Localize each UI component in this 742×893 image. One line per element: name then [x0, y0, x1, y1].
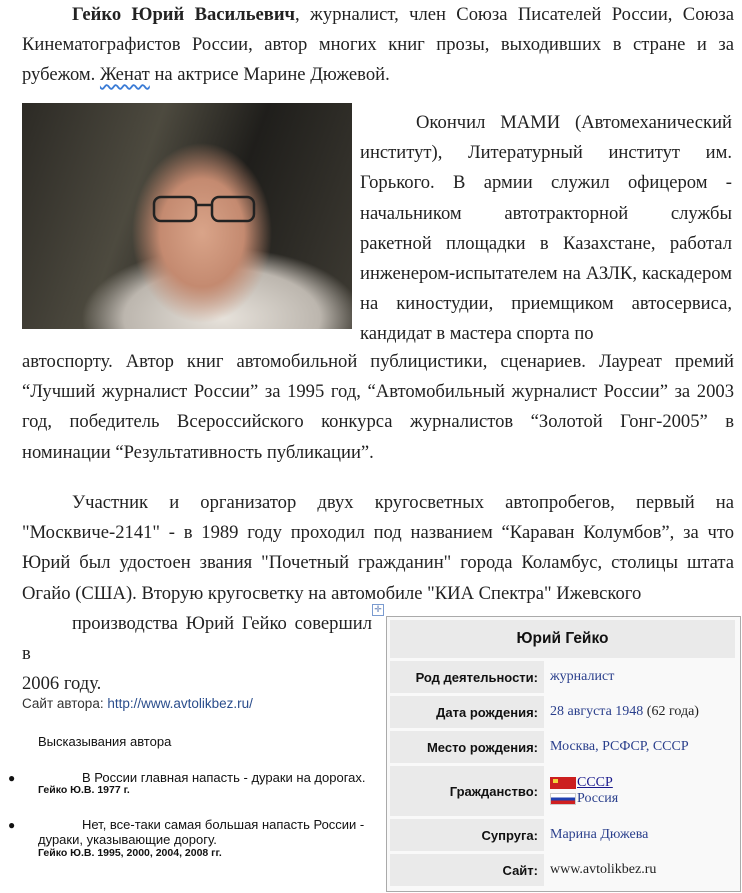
infobox-value-link[interactable]: Марина Дюжева — [550, 827, 649, 842]
quote-author: Гейко Ю.В. 1995, 2000, 2004, 2008 гг. — [38, 847, 222, 859]
infobox-row-spouse — [390, 819, 735, 851]
infobox-key: Место рождения: — [390, 731, 544, 763]
quote-text: В России главная напасть - дураки на дорогах. — [82, 770, 366, 785]
author-site-link[interactable]: http://www.avtolikbez.ru/ — [107, 696, 253, 711]
infobox-row-birthplace — [390, 731, 735, 763]
birthdate-link[interactable]: 28 августа 1948 — [550, 704, 644, 719]
infobox-title: Юрий Гейко — [390, 620, 735, 658]
infobox-value — [550, 696, 735, 728]
infobox-row-site — [390, 854, 735, 886]
move-handle-icon[interactable]: ✛ — [372, 604, 384, 616]
infobox-key: Дата рождения: — [390, 696, 544, 728]
quote-author: Гейко Ю.В. 1977 г. — [38, 784, 130, 796]
author-photo — [22, 103, 352, 329]
infobox-value-link[interactable]: журналист — [550, 669, 615, 684]
infobox-key: Супруга: — [390, 819, 544, 851]
infobox-row-birthdate — [390, 696, 735, 728]
journeys-line-3: Юрий был удостоен звания "Почетный гражданин" города Коламбус, столицы штата — [22, 552, 734, 574]
author-site — [22, 696, 253, 711]
author-site-label: Сайт автора: — [22, 696, 108, 711]
journeys-line-4: Огайо (США). Вторую кругосветку на автомобиле "КИА Спектра" Ижевского — [22, 582, 642, 604]
russia-flag-icon — [550, 793, 576, 805]
citizenship-link-russia[interactable]: Россия — [577, 791, 619, 806]
quotes-title: Высказывания автора — [38, 734, 172, 749]
married-word: Женат — [99, 64, 150, 86]
age-text: (62 года) — [643, 704, 699, 719]
infobox-row-occupation — [390, 661, 735, 693]
infobox-table — [386, 616, 741, 892]
intro-paragraph — [22, 0, 734, 91]
glasses-icon — [150, 191, 260, 225]
infobox-value — [550, 766, 735, 816]
bio-continuation: автоспорту. Автор книг автомобильной публицистики, сценариев. Лауреат премий “Лучший журналист России” за 1995 год, “Автомобильный журналист России” за 2003 год, победитель Всероссийского конкурса журналистов “Золотой Гонг-2005” в номинации “Результативность публикации”. — [22, 351, 734, 463]
journeys-line-1: Участник и организатор двух кругосветных автопробегов, первый на — [72, 492, 734, 513]
bullet-icon: ● — [8, 818, 16, 832]
infobox-value — [550, 854, 735, 886]
journeys-line-6: 2006 году. — [22, 673, 102, 695]
journeys-line-2: "Москвиче-2141" - в 1989 году проходил под названием “Караван Колумбов”, за что — [22, 522, 734, 544]
infobox-key: Род деятельности: — [390, 661, 544, 693]
bio-right-text: Окончил МАМИ (Автомеханический институт), Литературный институт им. Горького. В армии служил офицером - начальником автотракторной службы ракетной площадки в Казахстане, работал инженером-испытателем на АЗЛК, каскадером на киностудии, приемщиком автосервиса, кандидат в мастера спорта по — [360, 112, 732, 345]
quote-text: Нет, все-таки самая большая напасть России - дураки, указывающие дорогу. — [38, 817, 365, 847]
site-value: www.avtolikbez.ru — [550, 862, 657, 877]
intro-text: , журналист, член Союза Писателей России, Союза Кинематографистов России, автор многих книг прозы, выходивших в стране и за рубежом. — [22, 4, 734, 86]
ussr-flag-icon — [550, 777, 576, 789]
citizenship-link-ussr[interactable]: СССР — [577, 775, 613, 790]
infobox-row-citizenship — [390, 766, 735, 816]
bullet-icon: ● — [8, 771, 16, 785]
infobox-value-link[interactable]: Москва, РСФСР, СССР — [550, 739, 689, 754]
infobox-key: Гражданство: — [390, 766, 544, 816]
married-text: на актрисе Марине Дюжевой. — [149, 64, 390, 86]
person-name: Гейко Юрий Васильевич — [72, 4, 296, 25]
infobox-key: Сайт: — [390, 854, 544, 886]
journeys-line-5: производства Юрий Гейко совершил в — [22, 612, 372, 665]
